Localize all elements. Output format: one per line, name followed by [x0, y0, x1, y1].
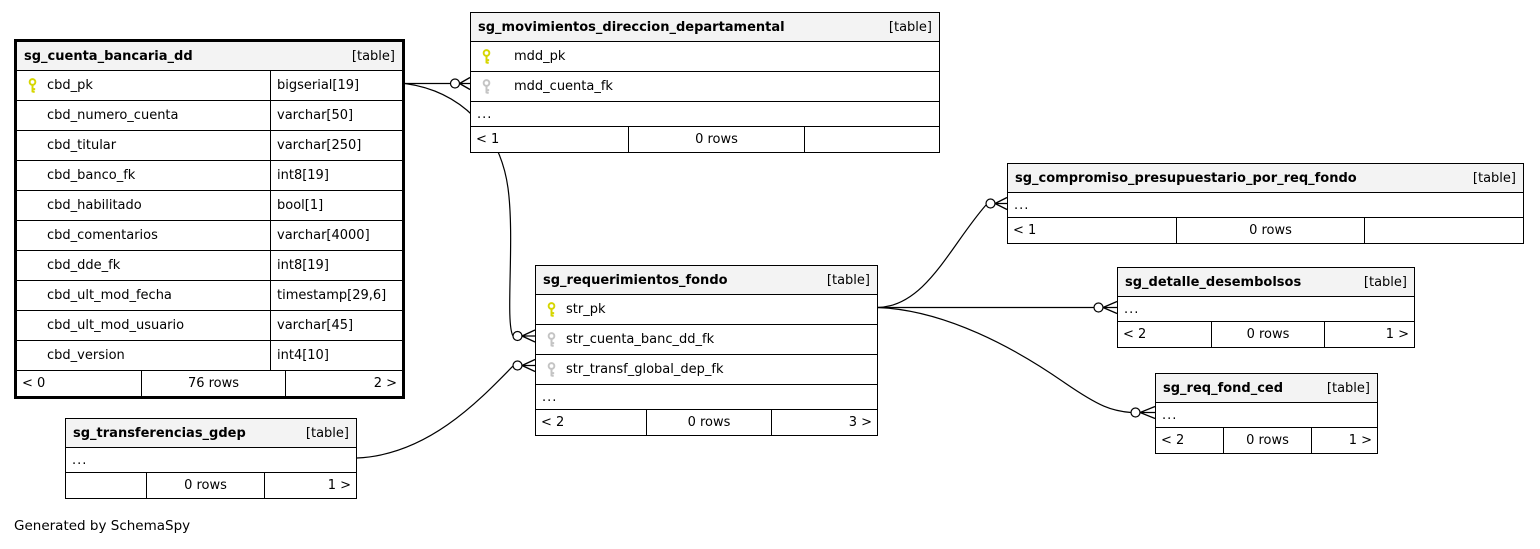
- footer-next-count: [804, 127, 939, 152]
- column-name: cbd_banco_fk: [47, 168, 136, 183]
- column-type: int8[19]: [277, 258, 329, 273]
- table-badge: [table]: [1326, 380, 1370, 396]
- table-row: [17, 280, 402, 310]
- foreign-key-icon: [471, 79, 501, 95]
- foreign-key-icon: [536, 362, 566, 378]
- column-name: str_transf_global_dep_fk: [566, 362, 724, 377]
- column-name: cbd_comentarios: [47, 228, 158, 243]
- table-title[interactable]: sg_detalle_desembolsos: [1125, 274, 1302, 290]
- column-type: timestamp[29,6]: [277, 288, 387, 303]
- footer-next-count: 2 >: [285, 371, 402, 396]
- table-header: [1008, 164, 1523, 192]
- table-row: [17, 340, 402, 370]
- column-name: str_pk: [566, 302, 606, 317]
- footer-prev-count: < 2: [1161, 433, 1185, 448]
- table-title[interactable]: sg_requerimientos_fondo: [543, 272, 728, 288]
- table-footer: [1118, 321, 1414, 347]
- column-name: cbd_ult_mod_usuario: [47, 318, 185, 333]
- footer-prev-count: < 2: [1123, 327, 1147, 342]
- primary-key-icon: [17, 78, 47, 94]
- table-row: [17, 190, 402, 220]
- column-name: cbd_pk: [47, 78, 93, 93]
- table-title[interactable]: sg_req_fond_ced: [1163, 380, 1284, 396]
- table-sg-req-fond-ced: [1155, 373, 1378, 454]
- footer-row-count: 0 rows: [628, 127, 804, 152]
- table-footer: [17, 370, 402, 396]
- table-badge: [table]: [1363, 274, 1407, 290]
- column-name: cbd_ult_mod_fecha: [47, 288, 172, 303]
- footer-row-count: 0 rows: [646, 410, 771, 435]
- generated-by-note: Generated by SchemaSpy: [14, 518, 191, 534]
- table-footer: [66, 472, 356, 498]
- footer-next-count: 1 >: [264, 473, 356, 498]
- columns-ellipsis-row: ...: [66, 447, 356, 472]
- table-header: [17, 42, 402, 70]
- footer-next-count: [1364, 218, 1523, 243]
- table-row: [471, 71, 939, 101]
- primary-key-icon: [471, 49, 501, 65]
- footer-row-count: 0 rows: [1223, 428, 1311, 453]
- column-name: cbd_dde_fk: [47, 258, 121, 273]
- column-type: bigserial[19]: [277, 78, 360, 93]
- table-row: [471, 41, 939, 71]
- columns-ellipsis-row: ...: [1156, 402, 1377, 427]
- column-type: int4[10]: [277, 348, 329, 363]
- footer-row-count: 76 rows: [141, 371, 285, 396]
- table-row: [17, 160, 402, 190]
- columns-ellipsis-row: ...: [1118, 296, 1414, 321]
- table-footer: [1008, 217, 1523, 243]
- footer-prev-count: [66, 473, 146, 498]
- table-sg-compromiso-presupuestario-por-req-fondo: [1007, 163, 1524, 244]
- column-name: mdd_cuenta_fk: [514, 79, 613, 94]
- table-badge: [table]: [1472, 170, 1516, 186]
- table-row: [17, 310, 402, 340]
- column-name: cbd_titular: [47, 138, 117, 153]
- footer-row-count: 0 rows: [146, 473, 264, 498]
- table-row: [536, 354, 877, 384]
- footer-prev-count: < 2: [541, 415, 565, 430]
- column-name: mdd_pk: [514, 49, 566, 64]
- table-sg-requerimientos-fondo: [535, 265, 878, 436]
- column-type: varchar[250]: [277, 138, 362, 153]
- footer-prev-count: < 0: [22, 376, 46, 391]
- column-type: varchar[45]: [277, 318, 354, 333]
- column-name: cbd_habilitado: [47, 198, 142, 213]
- table-sg-transferencias-gdep: [65, 418, 357, 499]
- columns-ellipsis-row: ...: [471, 101, 939, 126]
- column-name: cbd_numero_cuenta: [47, 108, 179, 123]
- table-row: [17, 250, 402, 280]
- table-title[interactable]: sg_transferencias_gdep: [73, 425, 246, 441]
- table-row: [17, 70, 402, 100]
- table-title[interactable]: sg_cuenta_bancaria_dd: [24, 48, 193, 64]
- table-row: [536, 324, 877, 354]
- columns-ellipsis-row: ...: [536, 384, 877, 409]
- column-type: int8[19]: [277, 168, 329, 183]
- relationship-line: [878, 205, 986, 308]
- table-row: [17, 100, 402, 130]
- footer-row-count: 0 rows: [1176, 218, 1364, 243]
- table-badge: [table]: [351, 48, 395, 64]
- table-sg-detalle-desembolsos: [1117, 267, 1415, 348]
- column-name: cbd_version: [47, 348, 125, 363]
- column-name: str_cuenta_banc_dd_fk: [566, 332, 715, 347]
- footer-row-count: 0 rows: [1211, 322, 1324, 347]
- table-sg-cuenta-bancaria-dd: [14, 39, 405, 399]
- foreign-key-icon: [536, 332, 566, 348]
- column-type: bool[1]: [277, 198, 324, 213]
- table-badge: [table]: [888, 19, 932, 35]
- table-sg-movimientos-direccion-departamental: [470, 12, 940, 153]
- table-row: [17, 220, 402, 250]
- table-footer: [536, 409, 877, 435]
- table-header: [471, 13, 939, 41]
- column-type: varchar[4000]: [277, 228, 370, 243]
- primary-key-icon: [536, 302, 566, 318]
- table-row: [536, 294, 877, 324]
- table-badge: [table]: [826, 272, 870, 288]
- table-header: [536, 266, 877, 294]
- table-header: [66, 419, 356, 447]
- table-title[interactable]: sg_movimientos_direccion_departamental: [478, 19, 785, 35]
- table-header: [1156, 374, 1377, 402]
- footer-prev-count: < 1: [476, 132, 500, 147]
- footer-next-count: 3 >: [771, 410, 877, 435]
- relationship-line: [878, 308, 1131, 413]
- footer-next-count: 1 >: [1311, 428, 1377, 453]
- columns-ellipsis-row: ...: [1008, 192, 1523, 217]
- table-title[interactable]: sg_compromiso_presupuestario_por_req_fondo: [1015, 170, 1357, 186]
- table-badge: [table]: [305, 425, 349, 441]
- table-footer: [471, 126, 939, 152]
- footer-next-count: 1 >: [1324, 322, 1414, 347]
- table-header: [1118, 268, 1414, 296]
- footer-prev-count: < 1: [1013, 223, 1037, 238]
- column-type: varchar[50]: [277, 108, 354, 123]
- table-footer: [1156, 427, 1377, 453]
- table-row: [17, 130, 402, 160]
